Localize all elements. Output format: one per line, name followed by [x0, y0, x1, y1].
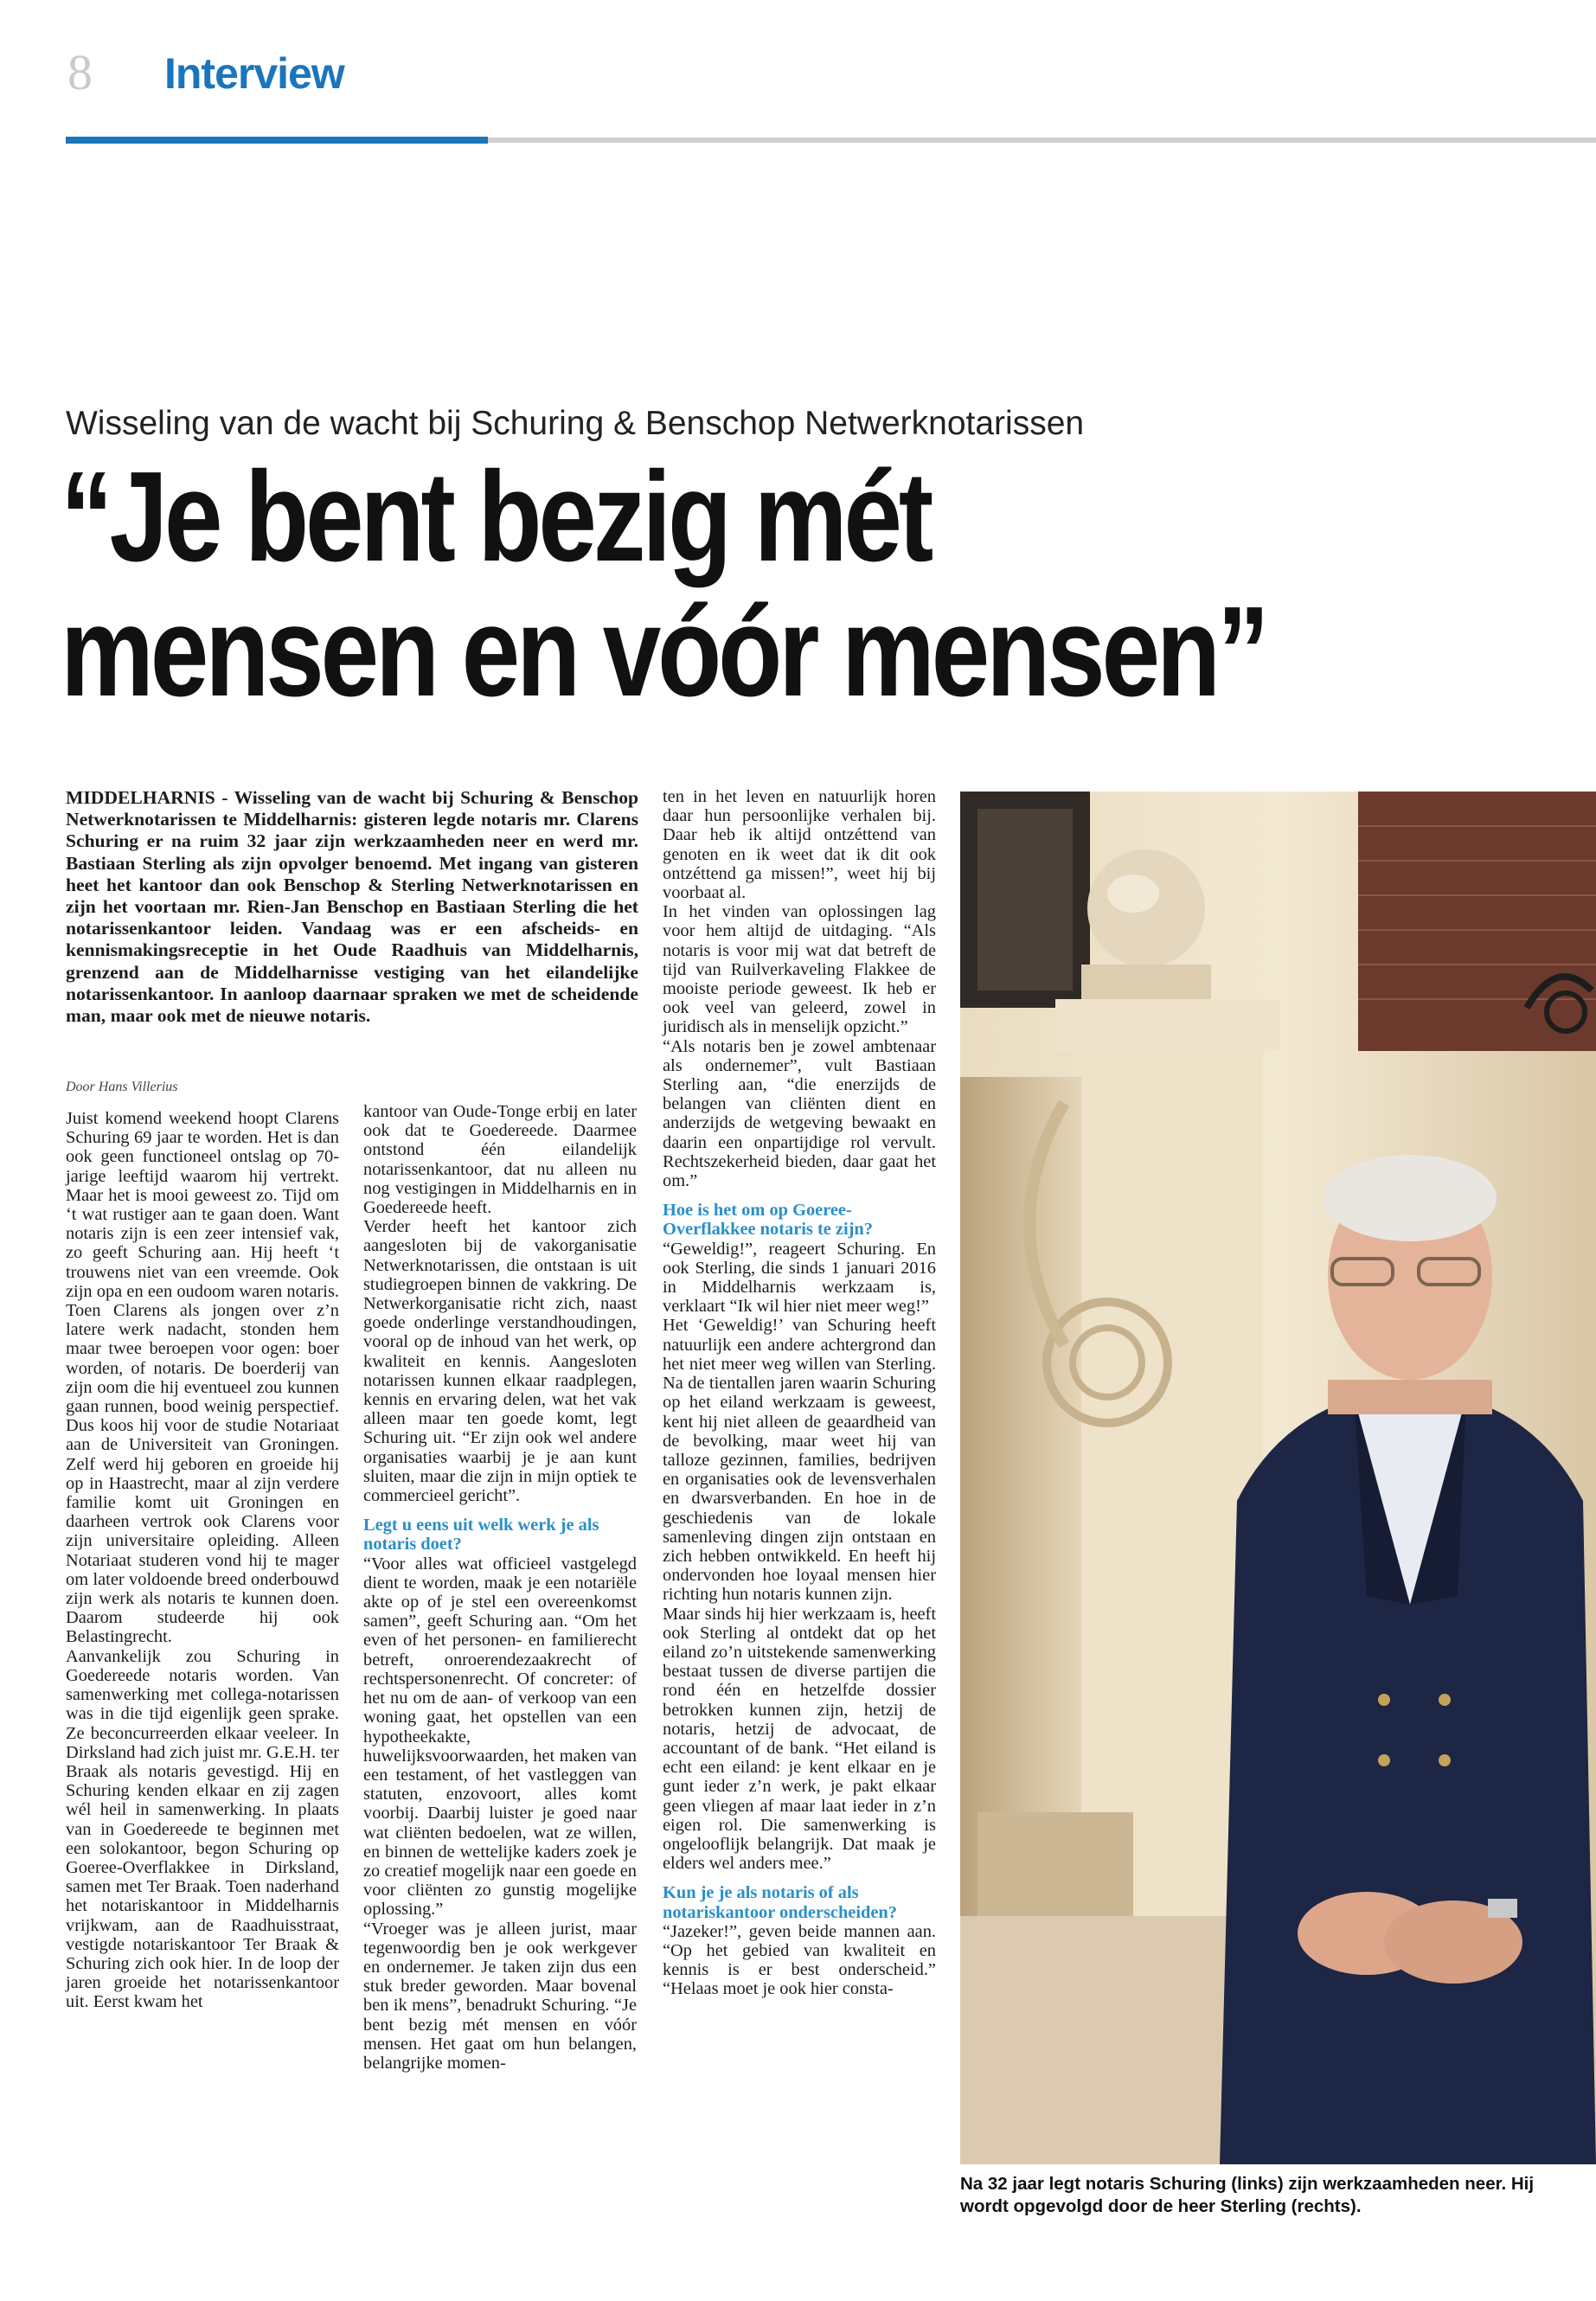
subheading: Hoe is het om op Goeree-Overflakkee notaris te zijn? — [663, 1201, 873, 1240]
headline-line-1: “Je bent bezig mét — [61, 445, 931, 588]
page-number: 8 — [67, 44, 93, 100]
article-intro: MIDDELHARNIS - Wisseling van de wacht bij Schuring & Benschop Netwerknotarissen te Middelharnis: gisteren legde notaris mr. Clarens Schuring er na ruim 32 jaar zijn werkzaamheden neer en werd mr. Bastiaan Sterling als zijn opvolger benoemd. Met ingang van gisteren heet het kantoor dan ook Benschop & Sterling Netwerknotarissen en zijn het voortaan mr. Rien-Jan Benschop en Bastiaan Sterling die het notarissenkantoor leiden. Vandaag was er een afscheids- en kennismakingsreceptie in het Oude Raadhuis van Middelharnis, grenzend aan de Middelharnisse vestiging van het eilandelijke notarissenkantoor. In aanloop daarnaar spraken we met de scheidende man, maar ook met de nieuwe notaris. — [66, 787, 638, 1027]
paragraph: “Vroeger was je alleen jurist, maar tegenwoordig ben je ook werkgever en ondernemer. Je taken zijn dus een stuk breder geworden. Maar bovenal ben ik mens”, benadrukt Schuring. “Je bent bezig mét mensen en vóór mensen. Het gaat om hun belangen, belangrijke momen- — [363, 1919, 637, 2073]
body-column-3 — [663, 787, 936, 1999]
paragraph: Aanvankelijk zou Schuring in Goedereede notaris worden. Van samenwerking met collega-notarissen was in die tijd eigenlijk geen sprake. Ze beconcurreerden elkaar veeleer. In Dirksland had zich juist mr. G.E.H. ter Braak als notaris gevestigd. Hij en Schuring kenden elkaar en zij zagen wél heil in samenwerking. In plaats van in Goedereede te beginnen met een solokantoor, begon Schuring op Goeree-Overflakkee in Dirksland, samen met Ter Braak. Toen naderhand het notariskantoor in Middelharnis vrijkwam, aan de Raadhuisstraat, vestigde notariskantoor Ter Braak & Schuring zich ook hier. In de loop der jaren groeide het notarissenkantoor uit. Eerst kwam het — [66, 1646, 339, 2012]
paragraph: In het vinden van oplossingen lag voor hem altijd de uitdaging. “Als notaris is voor mij wat dat betreft de tijd van Ruilverkaveling Flakkee de mooiste periode geweest. Ik heb er ook veel van geleerd, zowel in juridisch als in menselijk opzicht.” — [663, 902, 936, 1037]
paragraph: “Als notaris ben je zowel ambtenaar als ondernemer”, vult Bastiaan Sterling aan, “die enerzijds de belangen van cliënten dient en anderzijds de wetgeving bewaakt en daarin een onpartijdige rol vervult. Rechtszekerheid bieden, daar gaat het om.” — [663, 1036, 936, 1191]
article-kicker: Wisseling van de wacht bij Schuring & Benschop Netwerknotarissen — [66, 405, 1085, 442]
paragraph: ten in het leven en natuurlijk horen daar hun persoonlijke verhalen bij. Daar heb ik altijd ontzéttend van genoten en ik weet dat ik dit ook ontzéttend ga missen!”, weet hij bij voorbaat al. — [663, 787, 936, 903]
paragraph: Verder heeft het kantoor zich aangesloten bij de vakorganisatie Netwerknotarissen, die ontstaan is uit studiegroepen binnen de vakkring. De Netwerkorganisatie richt zich, naast goede onderlinge verstandhoudingen, vooral op de inhoud van het werk, op kwaliteit en kennis. Aangesloten notarissen kunnen elkaar raadplegen, kennis en ervaring delen, wat het vak alleen maar ten goede komt, legt Schuring uit. “Er zijn ook wel andere organisaties waarbij je je aan kunt sluiten, maar die zijn in mijn optiek te commercieel gericht”. — [363, 1217, 637, 1506]
paragraph: Maar sinds hij hier werkzaam is, heeft ook Sterling al ontdekt dat op het eiland zo’n uitstekende samenwerking bestaat tussen de diverse partijen die rond één en hetzelfde dossier betrokken kunnen zijn, hetzij de notaris, hetzij de advocaat, de accountant of de bank. “Het eiland is echt een eiland: je kent elkaar en je gunt ieder z’n werk, je pakt elkaar geen vliegen af maar laat ieder in z’n eigen rol. Die samenwerking is ongelooflijk belangrijk. Dat maak je elders wel anders mee.” — [663, 1604, 936, 1874]
photo-caption: Na 32 jaar legt notaris Schuring (links) zijn werkzaamheden neer. Hij wordt opgevolgd door de heer Sterling (rechts). — [960, 2174, 1535, 2216]
body-column-1 — [66, 1109, 339, 2012]
headline-line-2: mensen en vóór mensen” — [61, 580, 1266, 723]
body-column-2 — [363, 1102, 637, 2073]
paragraph: Het ‘Geweldig!’ van Schuring heeft natuurlijk een andere achtergrond dan het niet meer weg willen van Sterling. Na de tientallen jaren waarin Schuring op het eiland werkzaam is geweest, kent hij niet alleen de geaardheid van de bevolking, maar weet hij van talloze gezinnen, families, bedrijven en organisaties ook de levensverhalen en dwarsverbanden. En hoe in de geschiedenis van de lokale samenleving dingen zijn ontstaan en zich hebben ontwikkeld. En heeft hij ondervonden hoe loyaal mensen hier richting hun notaris kunnen zijn. — [663, 1316, 936, 1605]
subheading: Kun je je als notaris of als notariskantoor onderscheiden? — [663, 1883, 897, 1922]
header-rule-accent — [66, 137, 488, 144]
article-photo — [960, 792, 1596, 2164]
section-title: Interview — [164, 49, 344, 98]
paragraph: “Voor alles wat officieel vastgelegd dient te worden, maak je een notariële akte op of je stel een overeenkomst samen”, geeft Schuring aan. “Om het even of het personen- en familierecht betreft, onroerendezaakrecht of rechtspersonenrecht. Of concreter: of het nu om de aan- of verkoop van een woning gaat, het opstellen van een hypotheekakte, huwelijksvoorwaarden, het maken van een testament, of het vastleggen van statuten, enzovoort, alles komt voorbij. Daarbij luister je goed naar wat cliënten bedoelen, wat ze willen, en binnen de wettelijke kaders zoek je zo creatief mogelijk naar een goede en voor cliënten zo gunstig mogelijke oplossing.” — [363, 1554, 637, 1920]
article-headline — [61, 445, 1280, 723]
paragraph: “Jazeker!”, geven beide mannen aan. “Op het gebied van kwaliteit en kennis is er best onderscheid.” “Helaas moet je ook hier consta- — [663, 1921, 936, 1999]
paragraph: kantoor van Oude-Tonge erbij en later ook dat te Goedereede. Daarmee ontstond één eilandelijk notarissenkantoor, dat nu alleen nu nog vestigingen in Middelharnis en in Goedereede heeft. — [363, 1102, 637, 1218]
header-rule — [488, 138, 1596, 143]
paragraph: Juist komend weekend hoopt Clarens Schuring 69 jaar te worden. Het is dan ook geen functioneel ontslag op 70-jarige leeftijd waarom hij vertrekt. Maar het is mooi geweest zo. Tijd om ‘t wat rustiger aan te gaan doen. Want notaris zijn is een zeer intensief vak, zo geeft Schuring aan. Hij heeft ‘t trouwens niet van een vreemde. Ook zijn opa en een oudoom waren notaris. Toen Clarens als jongen over z’n latere werk nadacht, stonden hem maar twee beroepen voor ogen: boer worden, of notaris. De boerderij van zijn oom die hij eventueel zou kunnen gaan runnen, bood weinig perspectief. Dus koos hij voor de studie Notariaat aan de Universiteit van Groningen. Zelf werd hij geboren en groeide hij op in Haastrecht, maar al zijn verdere familie komt uit Groningen en daarheen vertrok ook Clarens voor zijn universitaire opleiding. Alleen Notariaat studeren vond hij te mager om later voldoende breed onderbouwd zijn werk als notaris te kunnen doen. Daarom studeerde hij ook Belastingrecht. — [66, 1109, 339, 1647]
paragraph: “Geweldig!”, reageert Schuring. En ook Sterling, die sinds 1 januari 2016 in Middelharnis werkzaam is, verklaart “Ik wil hier niet meer weg!” — [663, 1239, 936, 1317]
byline: Door Hans Villerius — [66, 1080, 178, 1094]
subheading: Legt u eens uit welk werk je als notaris doet? — [363, 1516, 599, 1554]
